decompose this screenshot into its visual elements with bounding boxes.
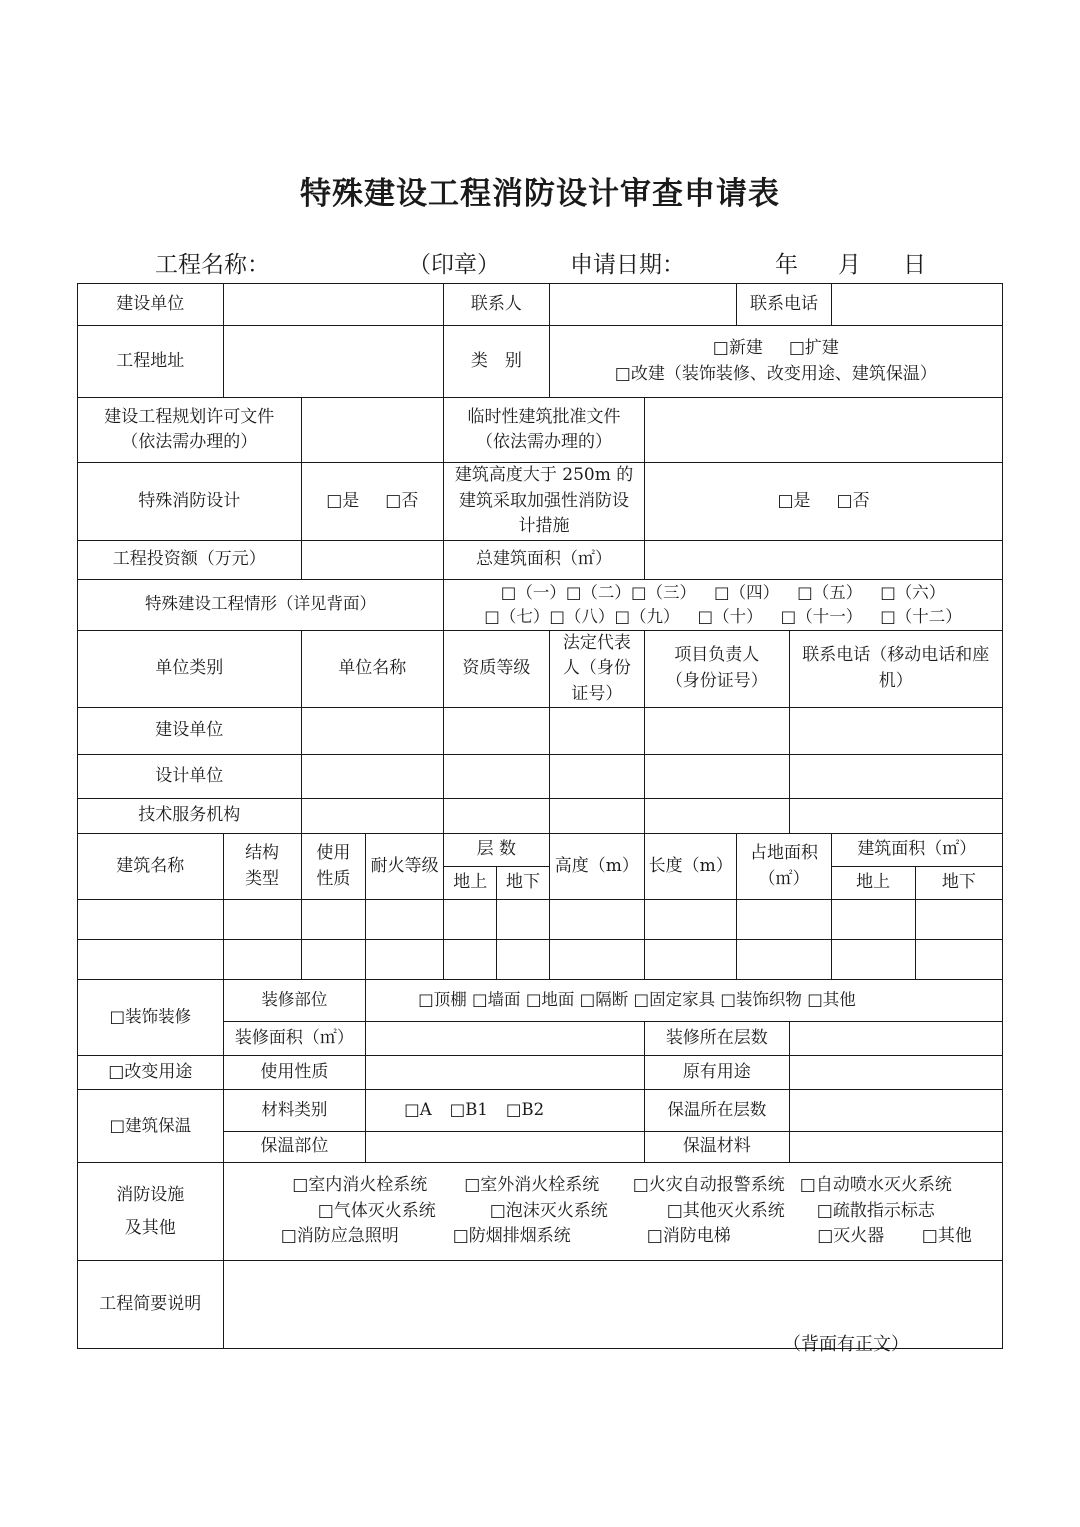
decoration-other-checkbox[interactable]: □其他 bbox=[807, 990, 856, 1010]
original-use-label: 原有用途 bbox=[645, 1056, 790, 1090]
material-type-label: 材料类别 bbox=[223, 1090, 366, 1132]
floor-checkbox[interactable]: □地面 bbox=[525, 990, 575, 1010]
units-header-row bbox=[78, 630, 1003, 708]
floors-above-header: 地上 bbox=[444, 867, 497, 900]
change-use-checkbox[interactable]: □改变用途 bbox=[78, 1056, 224, 1090]
building-cell[interactable] bbox=[366, 900, 444, 940]
address-label: 工程地址 bbox=[78, 326, 224, 398]
floors-header: 层 数 bbox=[444, 834, 550, 867]
situation-8-checkbox[interactable]: □（八） bbox=[549, 606, 615, 626]
class-b1-checkbox[interactable]: □B1 bbox=[449, 1100, 488, 1120]
situation-10-checkbox[interactable]: □（十） bbox=[697, 606, 763, 626]
sprinkler-checkbox[interactable]: □自动喷水灭火系统 bbox=[799, 1175, 952, 1196]
category-options bbox=[549, 326, 1002, 398]
use-nature-header: 使用性质 bbox=[301, 834, 366, 900]
building-cell[interactable] bbox=[645, 900, 737, 940]
year-label: 年 bbox=[775, 252, 798, 278]
building-cell[interactable] bbox=[831, 900, 915, 940]
height-no-checkbox[interactable]: □否 bbox=[836, 490, 870, 511]
building-cell[interactable] bbox=[737, 940, 831, 980]
temp-building-input[interactable] bbox=[645, 398, 1003, 463]
month-label: 月 bbox=[838, 252, 861, 278]
legal-rep-cell[interactable] bbox=[549, 755, 644, 799]
back-note: （背面有正文） bbox=[783, 1334, 909, 1355]
facilities-label-line1: 消防设施 bbox=[116, 1185, 185, 1206]
situation-4-checkbox[interactable]: □（四） bbox=[714, 582, 780, 602]
structure-type-header: 结构类型 bbox=[223, 834, 301, 900]
unit-phone-header: 联系电话（移动电话和座机） bbox=[789, 630, 1002, 708]
class-a-checkbox[interactable]: □A bbox=[404, 1100, 432, 1120]
project-manager-cell[interactable] bbox=[645, 799, 790, 834]
building-cell[interactable] bbox=[915, 940, 1002, 980]
unit-name-cell[interactable] bbox=[301, 708, 444, 755]
building-row bbox=[78, 900, 1003, 940]
unit-name-cell[interactable] bbox=[301, 799, 444, 834]
facilities-label-line2: 及其他 bbox=[124, 1217, 176, 1238]
insulation-floors-input[interactable] bbox=[789, 1090, 1002, 1132]
unit-name-cell[interactable] bbox=[301, 755, 444, 799]
total-area-input[interactable] bbox=[645, 540, 1003, 579]
building-cell[interactable] bbox=[444, 900, 497, 940]
qualification-header: 资质等级 bbox=[444, 630, 550, 708]
height-250-label: 建筑高度大于 250m 的建筑采取加强性消防设计措施 bbox=[444, 463, 645, 541]
material-type-options bbox=[366, 1090, 645, 1132]
investment-row bbox=[78, 540, 1003, 579]
project-manager-header: 项目负责人（身份证号） bbox=[645, 630, 790, 708]
building-cell[interactable] bbox=[301, 900, 366, 940]
investment-label: 工程投资额（万元） bbox=[78, 540, 302, 579]
building-name-header: 建筑名称 bbox=[78, 834, 224, 900]
building-cell[interactable] bbox=[645, 940, 737, 980]
seal-label: （印章） bbox=[408, 252, 500, 278]
contact-label: 联系人 bbox=[444, 284, 550, 326]
permit-row bbox=[78, 398, 1003, 463]
insulation-material-input[interactable] bbox=[789, 1132, 1002, 1163]
gas-extinguishing-checkbox[interactable]: □气体灭火系统 bbox=[317, 1200, 436, 1221]
qualification-cell[interactable] bbox=[444, 708, 550, 755]
application-form-table bbox=[77, 283, 1003, 1349]
unit-phone-cell[interactable] bbox=[789, 755, 1002, 799]
floors-below-header: 地下 bbox=[497, 867, 549, 900]
legal-rep-cell[interactable] bbox=[549, 708, 644, 755]
fire-rating-header: 耐火等级 bbox=[366, 834, 444, 900]
date-label: 申请日期： bbox=[570, 252, 685, 278]
facilities-other-checkbox[interactable]: □其他 bbox=[921, 1226, 972, 1247]
building-cell[interactable] bbox=[497, 940, 549, 980]
use-nature-label: 使用性质 bbox=[223, 1056, 366, 1090]
decoration-floors-label: 装修所在层数 bbox=[645, 1022, 790, 1056]
situation-5-checkbox[interactable]: □（五） bbox=[797, 582, 863, 602]
length-header: 长度（m） bbox=[645, 834, 737, 900]
unit-type-cell: 设计单位 bbox=[78, 755, 302, 799]
page-title: 特殊建设工程消防设计审查申请表 bbox=[300, 176, 780, 212]
situation-label: 特殊建设工程情形（详见背面） bbox=[78, 579, 444, 630]
situation-2-checkbox[interactable]: □（二） bbox=[565, 582, 631, 602]
unit-name-header: 单位名称 bbox=[301, 630, 444, 708]
building-cell[interactable] bbox=[497, 900, 549, 940]
building-cell[interactable] bbox=[366, 940, 444, 980]
foam-extinguishing-checkbox[interactable]: □泡沫灭火系统 bbox=[489, 1200, 608, 1221]
phone-input[interactable] bbox=[831, 284, 1002, 326]
permit-input[interactable] bbox=[301, 398, 444, 463]
special-design-label: 特殊消防设计 bbox=[78, 463, 302, 541]
legal-rep-header: 法定代表人（身份证号） bbox=[549, 630, 644, 708]
temp-building-label: 临时性建筑批准文件（依法需办理的） bbox=[444, 398, 645, 463]
builder-row bbox=[78, 284, 1003, 326]
legal-rep-cell[interactable] bbox=[549, 799, 644, 834]
unit-row-service bbox=[78, 799, 1003, 834]
other-extinguishing-checkbox[interactable]: □其他灭火系统 bbox=[666, 1200, 785, 1221]
address-row bbox=[78, 326, 1003, 398]
facilities-label bbox=[78, 1163, 224, 1261]
unit-type-header: 单位类别 bbox=[78, 630, 302, 708]
insulation-floors-label: 保温所在层数 bbox=[645, 1090, 790, 1132]
investment-input[interactable] bbox=[301, 540, 444, 579]
category-label: 类 别 bbox=[444, 326, 550, 398]
insulation-checkbox[interactable]: □建筑保温 bbox=[78, 1090, 224, 1163]
situation-9-checkbox[interactable]: □（九） bbox=[614, 606, 680, 626]
phone-label: 联系电话 bbox=[737, 284, 831, 326]
area-above-header: 地上 bbox=[831, 867, 915, 900]
project-manager-cell[interactable] bbox=[645, 708, 790, 755]
decoration-area-input[interactable] bbox=[366, 1022, 645, 1056]
indoor-hydrant-checkbox[interactable]: □室内消火栓系统 bbox=[292, 1175, 428, 1196]
situation-11-checkbox[interactable]: □（十一） bbox=[780, 606, 863, 626]
fire-alarm-checkbox[interactable]: □火灾自动报警系统 bbox=[632, 1175, 785, 1196]
unit-type-cell: 建设单位 bbox=[78, 708, 302, 755]
new-build-checkbox[interactable]: □新建 bbox=[712, 338, 763, 358]
building-cell[interactable] bbox=[549, 900, 644, 940]
situation-3-checkbox[interactable]: □（三） bbox=[630, 582, 697, 602]
building-row bbox=[78, 940, 1003, 980]
project-name-label: 工程名称： bbox=[155, 252, 270, 278]
smoke-control-checkbox[interactable]: □防烟排烟系统 bbox=[452, 1226, 571, 1247]
class-b2-checkbox[interactable]: □B2 bbox=[505, 1100, 545, 1120]
total-area-label: 总建筑面积（㎡） bbox=[444, 540, 645, 579]
unit-type-cell: 技术服务机构 bbox=[78, 799, 302, 834]
decoration-parts-options bbox=[366, 980, 1003, 1022]
height-250-options bbox=[645, 463, 1003, 541]
building-cell[interactable] bbox=[444, 940, 497, 980]
facilities-options bbox=[223, 1163, 1002, 1261]
change-use-row bbox=[78, 1056, 1003, 1090]
building-area-header: 建筑面积（㎡） bbox=[831, 834, 1002, 867]
outdoor-hydrant-checkbox[interactable]: □室外消火栓系统 bbox=[464, 1175, 600, 1196]
decoration-parts-row bbox=[78, 980, 1003, 1022]
insulation-part-label: 保温部位 bbox=[223, 1132, 366, 1163]
building-cell[interactable] bbox=[549, 940, 644, 980]
facilities-row bbox=[78, 1163, 1003, 1261]
fixed-furniture-checkbox[interactable]: □固定家具 bbox=[633, 990, 716, 1010]
situation-row bbox=[78, 579, 1003, 630]
building-cell[interactable] bbox=[737, 900, 831, 940]
building-header-row-1 bbox=[78, 834, 1003, 867]
situation-12-checkbox[interactable]: □（十二） bbox=[880, 606, 962, 626]
decoration-checkbox[interactable]: □装饰装修 bbox=[78, 980, 224, 1056]
decoration-area-label: 装修面积（㎡） bbox=[223, 1022, 366, 1056]
renovate-checkbox[interactable]: □改建（装饰装修、改变用途、建筑保温） bbox=[614, 363, 937, 384]
insulation-part-input[interactable] bbox=[366, 1132, 645, 1163]
decoration-part-label: 装修部位 bbox=[223, 980, 366, 1022]
use-nature-input[interactable] bbox=[366, 1056, 645, 1090]
special-design-options bbox=[301, 463, 444, 541]
unit-row-builder bbox=[78, 708, 1003, 755]
fire-elevator-checkbox[interactable]: □消防电梯 bbox=[646, 1226, 731, 1247]
insulation-material-row bbox=[78, 1090, 1003, 1132]
height-header: 高度（m） bbox=[549, 834, 644, 900]
building-cell[interactable] bbox=[78, 900, 224, 940]
building-cell[interactable] bbox=[301, 940, 366, 980]
ceiling-checkbox[interactable]: □顶棚 bbox=[418, 990, 467, 1010]
building-cell[interactable] bbox=[915, 900, 1002, 940]
address-input[interactable] bbox=[223, 326, 443, 398]
expand-checkbox[interactable]: □扩建 bbox=[788, 338, 839, 358]
building-cell[interactable] bbox=[223, 900, 301, 940]
special-design-row bbox=[78, 463, 1003, 541]
evacuation-sign-checkbox[interactable]: □疏散指示标志 bbox=[816, 1200, 935, 1221]
unit-phone-cell[interactable] bbox=[789, 799, 1002, 834]
permit-label: 建设工程规划许可文件（依法需办理的） bbox=[78, 398, 302, 463]
partition-checkbox[interactable]: □隔断 bbox=[579, 990, 629, 1010]
situation-1-checkbox[interactable]: □（一） bbox=[500, 582, 566, 602]
height-yes-checkbox[interactable]: □是 bbox=[777, 490, 811, 511]
builder-input[interactable] bbox=[223, 284, 443, 326]
original-use-input[interactable] bbox=[789, 1056, 1002, 1090]
unit-phone-cell[interactable] bbox=[789, 708, 1002, 755]
contact-input[interactable] bbox=[549, 284, 737, 326]
decoration-floors-input[interactable] bbox=[789, 1022, 1002, 1056]
building-cell[interactable] bbox=[223, 940, 301, 980]
emergency-lighting-checkbox[interactable]: □消防应急照明 bbox=[280, 1226, 399, 1247]
qualification-cell[interactable] bbox=[444, 799, 550, 834]
textile-checkbox[interactable]: □装饰织物 bbox=[720, 990, 802, 1010]
wall-checkbox[interactable]: □墙面 bbox=[471, 990, 521, 1010]
unit-row-design bbox=[78, 755, 1003, 799]
qualification-cell[interactable] bbox=[444, 755, 550, 799]
footprint-header: 占地面积（㎡） bbox=[737, 834, 831, 900]
special-no-checkbox[interactable]: □否 bbox=[385, 490, 419, 511]
insulation-material-label: 保温材料 bbox=[645, 1132, 790, 1163]
extinguisher-checkbox[interactable]: □灭火器 bbox=[817, 1226, 885, 1247]
project-manager-cell[interactable] bbox=[645, 755, 790, 799]
building-cell[interactable] bbox=[831, 940, 915, 980]
day-label: 日 bbox=[903, 252, 926, 278]
situation-7-checkbox[interactable]: □（七） bbox=[484, 606, 550, 626]
situation-6-checkbox[interactable]: □（六） bbox=[880, 582, 946, 602]
special-yes-checkbox[interactable]: □是 bbox=[326, 490, 360, 511]
building-cell[interactable] bbox=[78, 940, 224, 980]
area-below-header: 地下 bbox=[915, 867, 1002, 900]
situation-options bbox=[444, 579, 1003, 630]
summary-label: 工程简要说明 bbox=[78, 1261, 224, 1349]
builder-label: 建设单位 bbox=[78, 284, 224, 326]
